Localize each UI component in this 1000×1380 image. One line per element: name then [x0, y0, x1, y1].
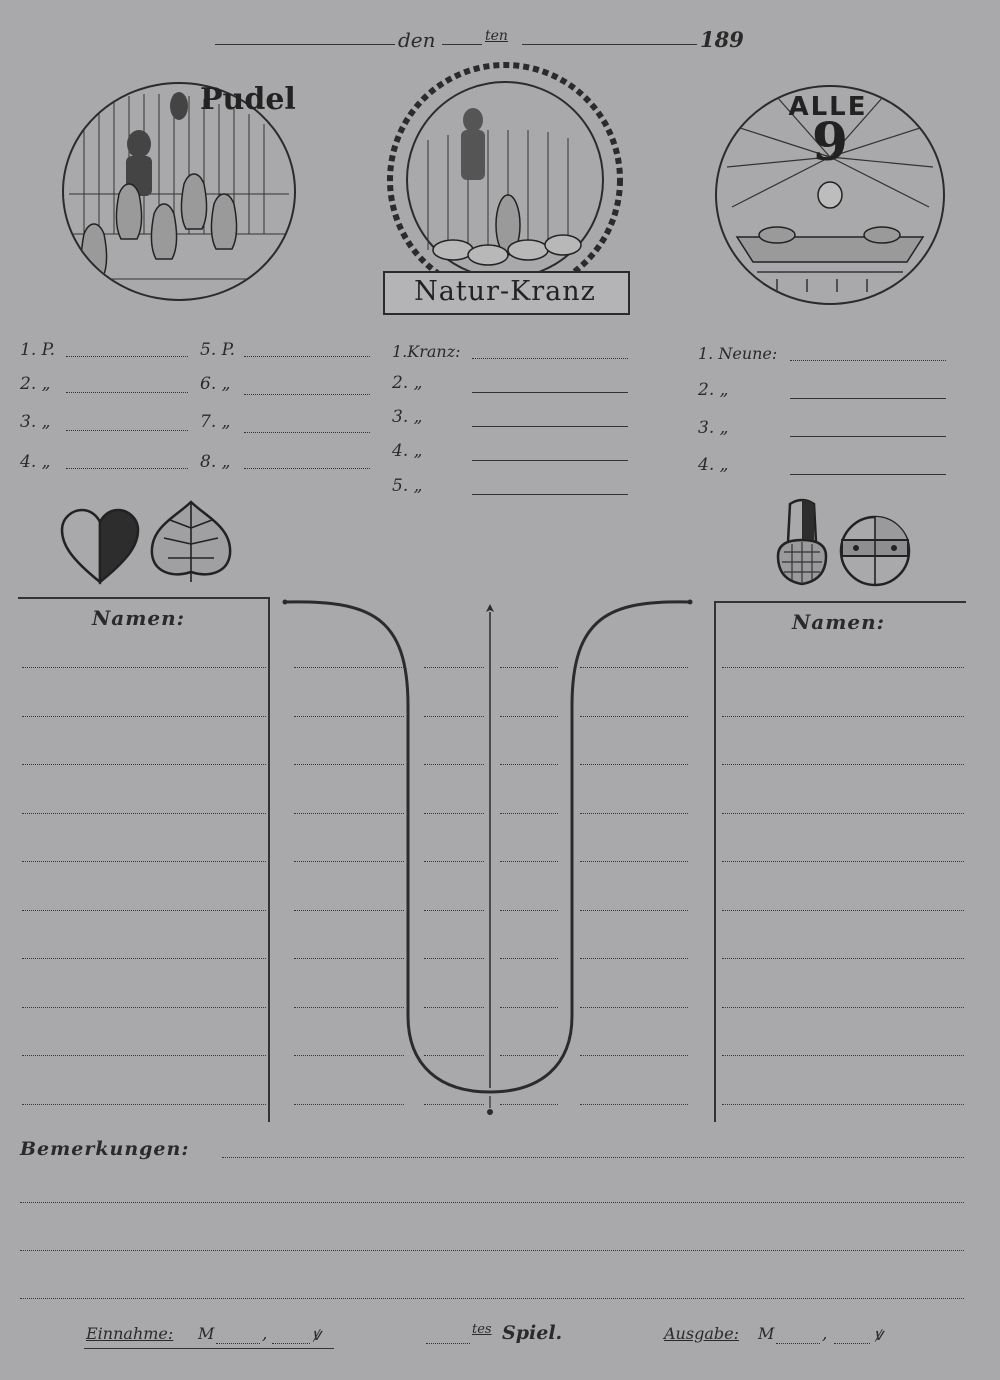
left-name-row[interactable]	[22, 667, 266, 668]
left-name-row[interactable]	[22, 910, 266, 911]
ausgabe-pf: ꝟ	[874, 1325, 883, 1345]
alley-left-row[interactable]	[294, 1007, 404, 1008]
tes-label: tes	[472, 1322, 492, 1337]
pudel-2-field[interactable]	[66, 392, 188, 393]
neune-2-field[interactable]	[790, 398, 946, 399]
right-name-row[interactable]	[722, 813, 964, 814]
alley-center-right-row[interactable]	[500, 1055, 558, 1056]
einnahme-mark: M	[198, 1324, 215, 1343]
kranz-2: 2. „	[392, 373, 423, 393]
date-blank-2[interactable]	[442, 44, 482, 45]
acorn-suit-icon	[774, 496, 830, 588]
kranz-2-field[interactable]	[472, 392, 628, 393]
alley-right-row[interactable]	[580, 764, 688, 765]
pudel-7: 7. „	[200, 412, 231, 432]
pudel-8: 8. „	[200, 452, 231, 472]
left-name-row[interactable]	[22, 764, 266, 765]
ausgabe-pf-field[interactable]	[834, 1343, 870, 1344]
year-label: 189	[700, 27, 744, 52]
remarks-line-2[interactable]	[20, 1202, 964, 1203]
alley-left-row[interactable]	[294, 1104, 404, 1105]
pudel-6: 6. „	[200, 374, 231, 394]
date-blank-3[interactable]	[522, 44, 697, 45]
ausgabe-mark: M	[758, 1324, 775, 1343]
pudel-3-field[interactable]	[66, 430, 188, 431]
alley-left-row[interactable]	[294, 716, 404, 717]
alley-right-row[interactable]	[580, 861, 688, 862]
right-name-row[interactable]	[722, 1007, 964, 1008]
right-name-row[interactable]	[722, 958, 964, 959]
alley-center-left-row[interactable]	[424, 764, 484, 765]
remarks-line-1[interactable]	[222, 1157, 964, 1158]
alley-left-row[interactable]	[294, 910, 404, 911]
einnahme-underline	[84, 1348, 334, 1349]
einnahme-mark-field[interactable]	[216, 1343, 260, 1344]
neune-1-field[interactable]	[790, 360, 946, 361]
spiel-label: Spiel.	[502, 1322, 563, 1344]
left-names-header: Namen:	[92, 606, 186, 630]
left-name-row[interactable]	[22, 861, 266, 862]
left-table-right-border	[268, 597, 270, 1122]
kranz-5-field[interactable]	[472, 494, 628, 495]
alley-left-row[interactable]	[294, 764, 404, 765]
right-name-row[interactable]	[722, 716, 964, 717]
alle-number: 9	[811, 112, 849, 173]
pudel-2: 2. „	[20, 374, 51, 394]
alley-center-left-row[interactable]	[424, 958, 484, 959]
pudel-4: 4. „	[20, 452, 51, 472]
heart-suit-icon	[60, 508, 140, 586]
alley-right-row[interactable]	[580, 910, 688, 911]
kranz-1-field[interactable]	[472, 358, 628, 359]
pudel-6-field[interactable]	[244, 394, 370, 395]
alley-center-right-row[interactable]	[500, 1104, 558, 1105]
ausgabe-label: Ausgabe:	[664, 1324, 739, 1343]
pudel-7-field[interactable]	[244, 432, 370, 433]
den-label: den	[398, 28, 436, 52]
alley-center-right-row[interactable]	[500, 716, 558, 717]
alley-right-row[interactable]	[580, 667, 688, 668]
ten-label: ten	[485, 28, 508, 44]
alley-right-row[interactable]	[580, 1104, 688, 1105]
remarks-line-4[interactable]	[20, 1298, 964, 1299]
neune-2: 2. „	[698, 380, 729, 400]
kranz-3-field[interactable]	[472, 426, 628, 427]
alley-left-row[interactable]	[294, 813, 404, 814]
alle-top-text: ALLE	[788, 92, 868, 122]
right-name-row[interactable]	[722, 910, 964, 911]
alley-left-row[interactable]	[294, 958, 404, 959]
right-name-row[interactable]	[722, 667, 964, 668]
ausgabe-comma: ,	[822, 1324, 828, 1344]
alley-center-left-row[interactable]	[424, 861, 484, 862]
alley-center-left-row[interactable]	[424, 1104, 484, 1105]
alley-center-left-row[interactable]	[424, 910, 484, 911]
date-blank-1[interactable]	[215, 44, 395, 45]
einnahme-pf: ꝟ	[312, 1325, 321, 1345]
left-name-row[interactable]	[22, 813, 266, 814]
left-name-row[interactable]	[22, 716, 266, 717]
alley-left-row[interactable]	[294, 1055, 404, 1056]
alley-left-row[interactable]	[294, 667, 404, 668]
alley-center-right-row[interactable]	[500, 813, 558, 814]
remarks-line-3[interactable]	[20, 1250, 964, 1251]
einnahme-label: Einnahme:	[86, 1324, 174, 1343]
alley-center-left-row[interactable]	[424, 716, 484, 717]
alley-center-right-row[interactable]	[500, 910, 558, 911]
neune-4: 4. „	[698, 455, 729, 475]
right-table-top	[714, 601, 966, 603]
alley-center-right-row[interactable]	[500, 667, 558, 668]
pudel-5: 5. P.	[200, 340, 236, 360]
right-name-row[interactable]	[722, 861, 964, 862]
kranz-banner-text: Natur-Kranz	[414, 276, 596, 307]
alley-right-row[interactable]	[580, 1007, 688, 1008]
alley-center-left-row[interactable]	[424, 1007, 484, 1008]
neune-4-field[interactable]	[790, 474, 946, 475]
kranz-3: 3. „	[392, 407, 423, 427]
alley-center-right-row[interactable]	[500, 958, 558, 959]
kranz-4-field[interactable]	[472, 460, 628, 461]
alley-right-row[interactable]	[580, 813, 688, 814]
left-name-row[interactable]	[22, 1055, 266, 1056]
alley-left-row[interactable]	[294, 861, 404, 862]
pudel-3: 3. „	[20, 412, 51, 432]
pudel-1: 1. P.	[20, 340, 56, 360]
pudel-5-field[interactable]	[244, 356, 370, 357]
alley-right-row[interactable]	[580, 958, 688, 959]
pudel-4-field[interactable]	[66, 468, 188, 469]
alley-center-left-row[interactable]	[424, 1055, 484, 1056]
pudel-title: Pudel	[200, 82, 296, 117]
right-names-header: Namen:	[792, 610, 886, 634]
pudel-8-field[interactable]	[244, 468, 370, 469]
left-name-row[interactable]	[22, 958, 266, 959]
alley-center-left-row[interactable]	[424, 813, 484, 814]
left-name-row[interactable]	[22, 1104, 266, 1105]
bell-suit-icon	[836, 514, 914, 588]
kranz-4: 4. „	[392, 441, 423, 461]
leaf-suit-icon	[148, 498, 234, 586]
right-name-row[interactable]	[722, 764, 964, 765]
ausgabe-mark-field[interactable]	[776, 1343, 820, 1344]
spiel-number-field[interactable]	[426, 1343, 470, 1344]
alley-center-left-row[interactable]	[424, 667, 484, 668]
kranz-5: 5. „	[392, 476, 423, 496]
alley-center-right-row[interactable]	[500, 764, 558, 765]
left-table-top	[18, 597, 270, 599]
right-name-row[interactable]	[722, 1055, 964, 1056]
remarks-label: Bemerkungen:	[20, 1138, 190, 1160]
kranz-1: 1.Kranz:	[392, 342, 461, 361]
einnahme-pf-field[interactable]	[272, 1343, 310, 1344]
neune-3: 3. „	[698, 418, 729, 438]
alley-center-right-row[interactable]	[500, 861, 558, 862]
alley-center-right-row[interactable]	[500, 1007, 558, 1008]
alley-right-row[interactable]	[580, 716, 688, 717]
right-name-row[interactable]	[722, 1104, 964, 1105]
alley-right-row[interactable]	[580, 1055, 688, 1056]
einnahme-comma: ,	[262, 1324, 268, 1344]
neune-3-field[interactable]	[790, 436, 946, 437]
neune-1: 1. Neune:	[698, 344, 778, 363]
pudel-1-field[interactable]	[66, 356, 188, 357]
left-name-row[interactable]	[22, 1007, 266, 1008]
